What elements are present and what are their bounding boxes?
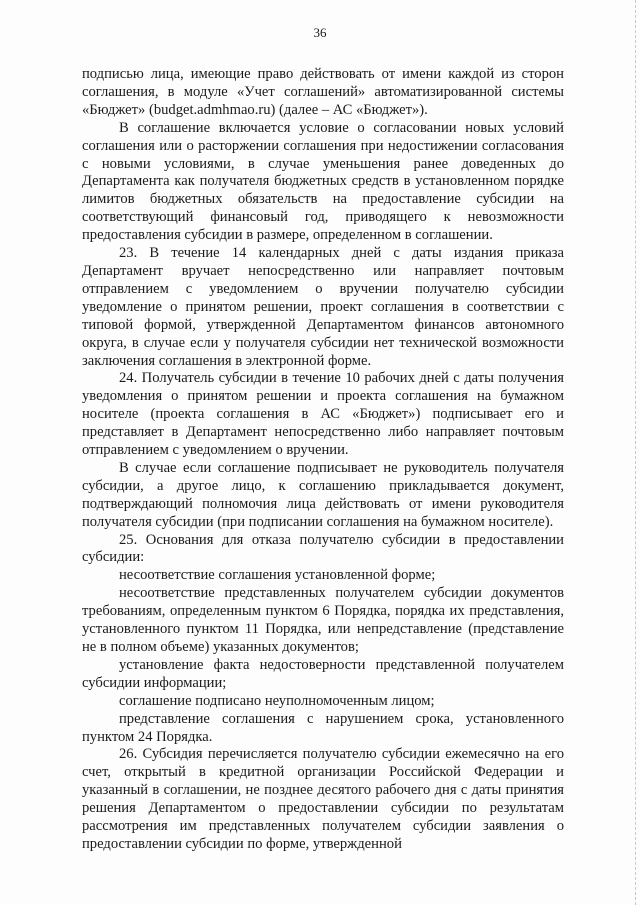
paragraph: 25. Основания для отказа получателю субсидии в предоставлении субсидии: [82, 531, 564, 566]
paragraph: 23. В течение 14 календарных дней с даты издания приказа Департамент вручает непосредственно или направляет почтовым отправлением с уведомлением о вручении получателю субсидии уведомление о принятом решении, проект соглашения в соответствии с типовой формой, утвержденной Департаментом финансов автономного округа, в случае если у получателя субсидии нет технической возможности заключения соглашения в электронной форме. [82, 245, 564, 369]
list-item: представление соглашения с нарушением срока, установленного пунктом 24 Порядка. [82, 710, 564, 745]
body-text [82, 66, 564, 854]
paragraph: В случае если соглашение подписывает не руководитель получателя субсидии, а другое лицо, к соглашению прикладывается документ, подтверждающий полномочия лица действовать от имени руководителя получателя субсидии (при подписании соглашения на бумажном носителе). [82, 459, 564, 530]
paragraph: подписью лица, имеющие право действовать от имени каждой из сторон соглашения, в модуле «Учет соглашений» автоматизированной системы «Бюджет» (budget.admhmao.ru) (далее – АС «Бюджет»). [82, 66, 564, 118]
paragraph: 26. Субсидия перечисляется получателю субсидии ежемесячно на его счет, открытый в кредитной организации Российской Федерации и указанный в соглашении, не позднее десятого рабочего дня с даты принятия решения Департаментом о предоставлении субсидии по результатам рассмотрения им представленных получателем субсидии заявления о предоставлении субсидии по форме, утвержденной [82, 746, 564, 852]
scan-edge-line [634, 0, 636, 905]
paragraph: 24. Получатель субсидии в течение 10 рабочих дней с даты получения уведомления о принятом решении и проекта соглашения на бумажном носителе (проекта соглашения в АС «Бюджет») подписывает его и представляет в Департамент непосредственно либо направляет почтовым отправлением с уведомлением о вручении. [82, 370, 564, 459]
list-item: несоответствие соглашения установленной форме; [119, 567, 436, 584]
page-number: 36 [313, 25, 327, 40]
list-item: несоответствие представленных получателем субсидии документов требованиям, определенным пунктом 6 Порядка, порядка их представления, установленного пунктом 11 Порядка, или непредставление (представление не в полном объеме) указанных документов; [82, 585, 564, 655]
paragraph: В соглашение включается условие о согласовании новых условий соглашения или о расторжении соглашения при недостижении согласования с новыми условиями, в случае уменьшения ранее доведенных до Департамента как получателя бюджетных средств в установленном порядке лимитов бюджетных обязательств на предоставление субсидии на соответствующий финансовый год, приводящего к невозможности предоставления субсидии в размере, определенном в соглашении. [82, 119, 564, 244]
list-item: соглашение подписано неуполномоченным лицом; [119, 692, 435, 709]
list-item: установление факта недостоверности представленной получателем субсидии информации; [82, 656, 564, 691]
